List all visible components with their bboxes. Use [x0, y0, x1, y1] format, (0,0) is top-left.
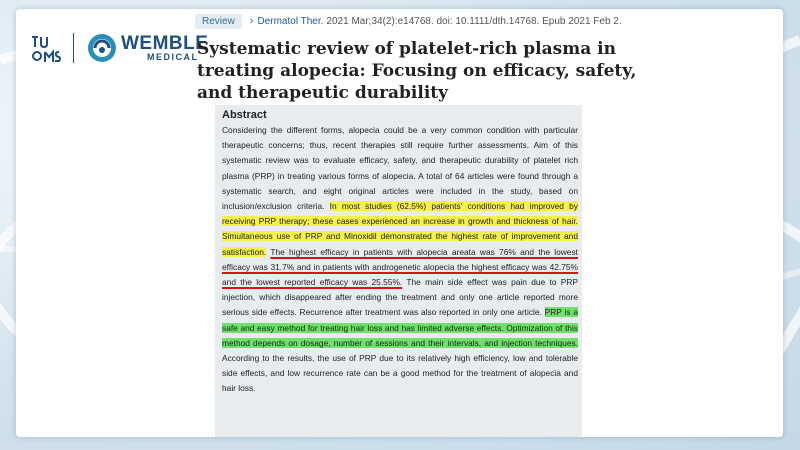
- highlight-green: PRP is a safe and easy method for treating hair loss and has limited adverse effects. Optimization of this method depends on dosage, number of sessions and their intervals, and injection techniques.: [222, 307, 578, 348]
- abstract-text-4: According to the results, the use of PRP due to its relatively high efficiency, low and tolerable side effects, and low recurrence rate can be a good method for the treatment of alopecia and hair loss.: [222, 353, 578, 394]
- abstract-text-1: Considering the different forms, alopecia could be a very common condition with particular therapeutic concerns; thus, recent therapies still require further assessments. Aim of this systematic review was to evaluate efficacy, safety, and therapeutic durability of platelet rich plasma (PRP) in treating various forms of alopecia. A total of 64 articles were found through a systematic search, and eight original articles were included in the study, based on inclusion/exclusion criteria.: [222, 125, 578, 212]
- citation-bar: [195, 12, 622, 30]
- chevron-right-icon: ›: [249, 15, 254, 27]
- journal-link[interactable]: Dermatol Ther.: [257, 15, 324, 27]
- review-badge[interactable]: Review: [195, 14, 242, 29]
- abstract-heading: Abstract: [222, 109, 267, 121]
- article-title: Systematic review of platelet-rich plasma in treating alopecia: Focusing on efficacy, safety, and therapeutic durability: [197, 39, 637, 103]
- logo-divider: [73, 33, 74, 63]
- brand-subtitle: MEDICAL: [147, 52, 199, 62]
- citation-text: 2021 Mar;34(2):e14768. doi: 10.1111/dth.14768. Epub 2021 Feb 2.: [326, 15, 622, 27]
- abstract-panel: [215, 105, 582, 437]
- wemble-gear-icon: [86, 32, 118, 64]
- brand-name: WEMBLE: [121, 33, 209, 54]
- university-logo-icon: [31, 33, 63, 65]
- underline-red: The highest efficacy in patients with alopecia areata was 76% and the lowest efficacy was 31.7% and in patients with androgenetic alopecia the highest efficacy was 42.75% and the lowest reported efficacy was 25.55%.: [222, 246, 578, 288]
- abstract-text-3: The main side effect was pain due to PRP injection, which disappeared after ending the treatment and only one article reported more serious side effects. Recurrence after treatment was also reported in only one article.: [222, 277, 578, 318]
- highlight-yellow: In most studies (62.5%) patients' conditions had improved by receiving PRP therapy; these cases experienced an increase in growth and thickness of hair. Simultaneous use of PRP and Minoxidil demonstrated the highest rate of improvement and satisfaction.: [222, 201, 578, 257]
- abstract-body: [222, 123, 578, 397]
